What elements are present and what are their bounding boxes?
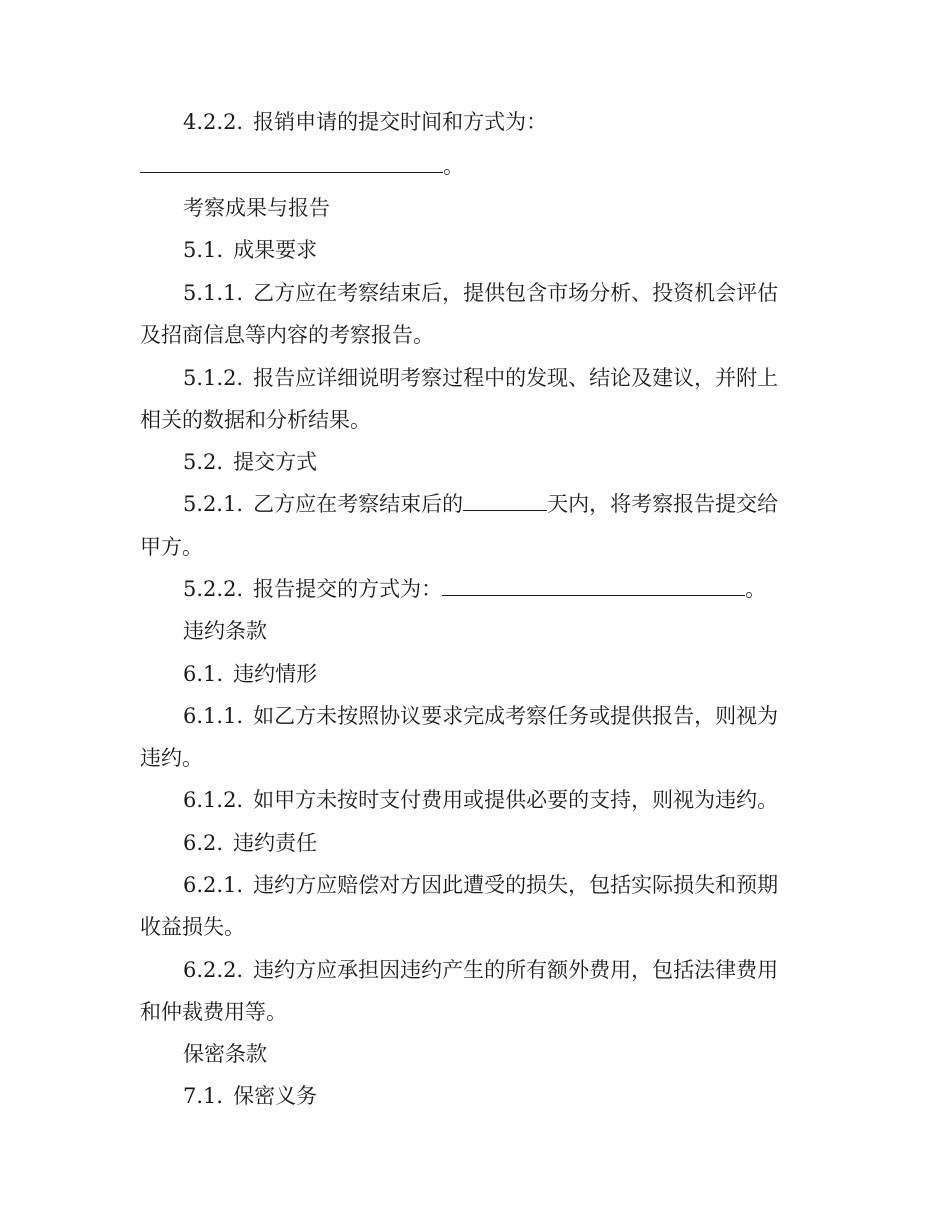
clause-text: 及招商信息等内容的考察报告。	[140, 323, 434, 347]
section-heading	[183, 194, 810, 222]
clause-6-2-1	[183, 871, 810, 899]
blank-underline[interactable]	[463, 490, 547, 511]
section-title: 考察成果与报告	[183, 196, 330, 220]
clause-text: 和仲裁费用等。	[140, 1000, 287, 1024]
clause-number: 5.2.2.	[183, 577, 244, 601]
clause-number: 6.1.	[183, 662, 224, 686]
clause-number: 6.2.	[183, 831, 224, 855]
clause-number: 7.1.	[183, 1084, 224, 1108]
clause-continuation	[140, 744, 810, 772]
clause-text: 保密义务	[233, 1084, 318, 1108]
line-end-punct: 。	[745, 577, 767, 601]
clause-5-2-2	[183, 575, 810, 603]
clause-continuation	[140, 533, 810, 561]
blank-underline[interactable]	[442, 575, 745, 596]
clause-6-1	[183, 660, 810, 688]
clause-continuation	[140, 321, 810, 349]
clause-text: 成果要求	[233, 238, 318, 262]
clause-6-2-2	[183, 956, 810, 984]
blank-underline[interactable]	[140, 152, 443, 173]
clause-text: 乙方应在考察结束后，提供包含市场分析、投资机会评估	[253, 281, 779, 305]
clause-number: 5.1.	[183, 238, 224, 262]
clause-5-1	[183, 236, 810, 264]
clause-text: 相关的数据和分析结果。	[140, 408, 371, 432]
clause-text: 如乙方未按照协议要求完成考察任务或提供报告，则视为	[253, 704, 779, 728]
clause-6-1-2	[183, 786, 810, 814]
clause-text: 违约。	[140, 746, 203, 770]
clause-text: 收益损失。	[140, 915, 245, 939]
section-heading	[183, 617, 810, 645]
clause-5-2	[183, 448, 810, 476]
clause-continuation	[140, 406, 810, 434]
clause-continuation	[140, 998, 810, 1026]
clause-text: 报销申请的提交时间和方式为：	[253, 110, 548, 134]
clause-text: 报告提交的方式为：	[253, 577, 443, 601]
fill-in-line	[140, 152, 810, 180]
clause-text-before: 乙方应在考察结束后的	[253, 492, 464, 516]
clause-number: 5.2.1.	[183, 492, 244, 516]
clause-number: 5.1.1.	[183, 281, 244, 305]
clause-number: 6.1.1.	[183, 704, 244, 728]
clause-text: 提交方式	[233, 450, 318, 474]
clause-text: 报告应详细说明考察过程中的发现、结论及建议，并附上	[253, 366, 779, 390]
clause-6-1-1	[183, 702, 810, 730]
section-title: 保密条款	[183, 1042, 267, 1066]
clause-5-1-1	[183, 279, 810, 307]
clause-number: 4.2.2.	[183, 110, 244, 134]
clause-4-2-2	[183, 108, 810, 136]
clause-text: 违约方应赔偿对方因此遭受的损失，包括实际损失和预期	[253, 873, 779, 897]
clause-7-1	[183, 1082, 810, 1110]
clause-text: 违约情形	[233, 662, 318, 686]
clause-5-2-1	[183, 490, 810, 518]
clause-continuation	[140, 913, 810, 941]
clause-text: 违约方应承担因违约产生的所有额外费用，包括法律费用	[253, 958, 779, 982]
line-end-punct: 。	[443, 154, 464, 178]
clause-text: 甲方。	[140, 535, 203, 559]
clause-number: 6.2.2.	[183, 958, 244, 982]
clause-number: 5.1.2.	[183, 366, 244, 390]
clause-5-1-2	[183, 364, 810, 392]
clause-6-2	[183, 829, 810, 857]
clause-number: 6.2.1.	[183, 873, 244, 897]
clause-text-after: 天内，将考察报告提交给	[547, 492, 779, 516]
section-heading	[183, 1040, 810, 1068]
clause-text: 违约责任	[233, 831, 318, 855]
section-title: 违约条款	[183, 619, 267, 643]
clause-text: 如甲方未按时支付费用或提供必要的支持，则视为违约。	[253, 788, 779, 812]
clause-number: 6.1.2.	[183, 788, 244, 812]
clause-number: 5.2.	[183, 450, 224, 474]
